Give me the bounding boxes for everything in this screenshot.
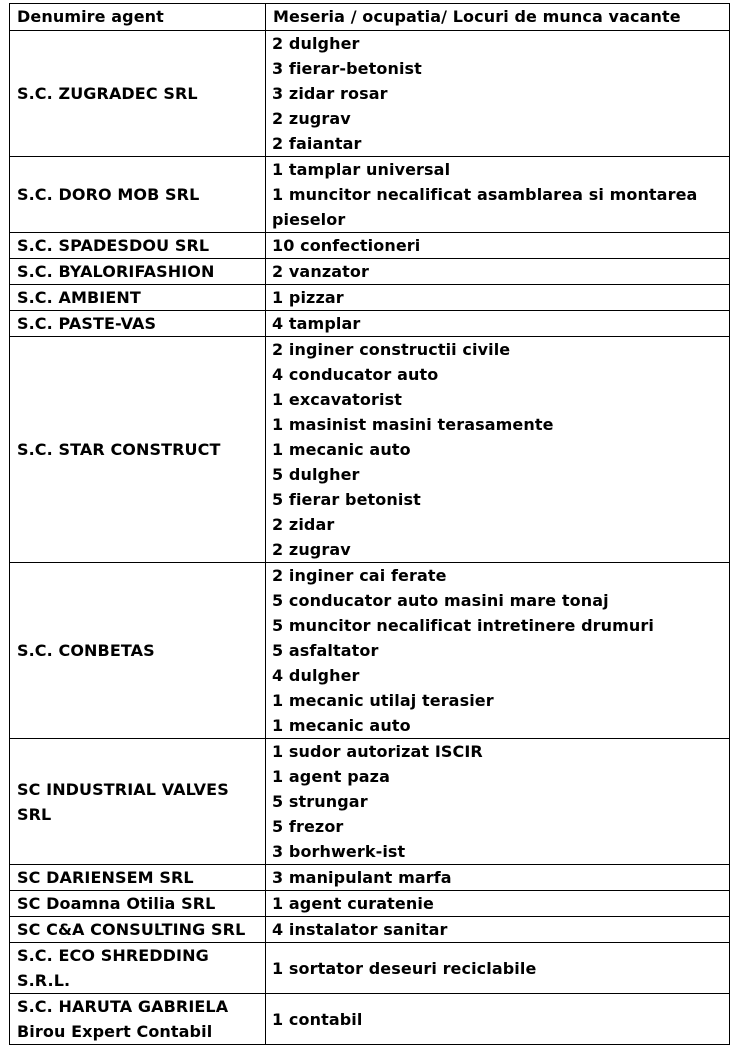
vacancies-cell xyxy=(266,994,730,1045)
table-header-row xyxy=(10,4,730,31)
vacancies-cell xyxy=(266,865,730,891)
table-row xyxy=(10,917,730,943)
table-row xyxy=(10,311,730,337)
vacancy-item: 4 conducator auto xyxy=(272,365,439,384)
vacancy-item: 5 conducator auto masini mare tonaj xyxy=(272,591,609,610)
table-row xyxy=(10,865,730,891)
agent-name-cell: S.C. DORO MOB SRL xyxy=(10,157,266,233)
vacancy-item: 1 sortator deseuri reciclabile xyxy=(272,958,537,978)
agent-name-cell: SC DARIENSEM SRL xyxy=(10,865,266,891)
agent-name-cell: S.C. STAR CONSTRUCT xyxy=(10,337,266,563)
agent-name-cell: SC C&A CONSULTING SRL xyxy=(10,917,266,943)
vacancies-cell xyxy=(266,917,730,943)
header-occupation-vacancies: Meseria / ocupatia/ Locuri de munca vacante xyxy=(266,4,730,31)
vacancies-cell xyxy=(266,259,730,285)
table-row xyxy=(10,994,730,1045)
table-row xyxy=(10,157,730,233)
vacancies-cell xyxy=(266,943,730,994)
agent-name-cell: S.C. AMBIENT xyxy=(10,285,266,311)
table-row xyxy=(10,891,730,917)
vacancy-item: 2 zugrav xyxy=(272,540,351,559)
agent-name-cell: S.C. PASTE-VAS xyxy=(10,311,266,337)
agent-name-cell: SC INDUSTRIAL VALVES SRL xyxy=(10,739,266,865)
vacancy-item: 1 mecanic auto xyxy=(272,440,411,459)
agent-name-cell: S.C. HARUTA GABRIELA Birou Expert Contabil xyxy=(10,994,266,1045)
table-row xyxy=(10,233,730,259)
vacancy-item: 10 confectioneri xyxy=(272,236,421,255)
vacancies-cell xyxy=(266,891,730,917)
vacancy-item: 5 muncitor necalificat intretinere drumuri xyxy=(272,616,654,635)
table-row xyxy=(10,259,730,285)
table-row xyxy=(10,285,730,311)
agent-name-cell: S.C. CONBETAS xyxy=(10,563,266,739)
vacancy-item: 5 asfaltator xyxy=(272,641,379,660)
vacancy-item: 3 manipulant marfa xyxy=(272,868,452,887)
job-vacancies-table xyxy=(9,3,730,1045)
vacancy-item: 2 zidar xyxy=(272,515,335,534)
agent-name-cell: SC Doamna Otilia SRL xyxy=(10,891,266,917)
vacancy-item: 2 inginer constructii civile xyxy=(272,340,511,359)
vacancy-item: 3 fierar-betonist xyxy=(272,59,422,78)
vacancies-cell xyxy=(266,311,730,337)
vacancy-item: 3 borhwerk-ist xyxy=(272,842,406,861)
vacancy-item: 4 instalator sanitar xyxy=(272,920,448,939)
vacancy-item: 2 dulgher xyxy=(272,34,360,53)
vacancy-item: 1 muncitor necalificat asamblarea si montarea pieselor xyxy=(272,185,698,229)
vacancy-item: 2 zugrav xyxy=(272,109,351,128)
vacancies-cell xyxy=(266,157,730,233)
vacancy-item: 1 contabil xyxy=(272,1009,363,1029)
agent-name-cell: S.C. ZUGRADEC SRL xyxy=(10,31,266,157)
vacancy-item: 1 mecanic auto xyxy=(272,716,411,735)
agent-name-cell: S.C. BYALORIFASHION xyxy=(10,259,266,285)
table-row xyxy=(10,563,730,739)
vacancy-item: 2 faiantar xyxy=(272,134,362,153)
vacancy-item: 3 zidar rosar xyxy=(272,84,388,103)
vacancies-cell xyxy=(266,337,730,563)
vacancy-item: 1 sudor autorizat ISCIR xyxy=(272,742,483,761)
vacancy-item: 1 agent curatenie xyxy=(272,894,434,913)
vacancy-item: 2 vanzator xyxy=(272,262,369,281)
vacancy-item: 5 strungar xyxy=(272,792,368,811)
vacancy-item: 4 tamplar xyxy=(272,314,361,333)
vacancies-cell xyxy=(266,285,730,311)
table-row xyxy=(10,739,730,865)
vacancy-item: 1 mecanic utilaj terasier xyxy=(272,691,494,710)
vacancy-item: 1 excavatorist xyxy=(272,390,402,409)
table-body xyxy=(10,31,730,1045)
vacancy-item: 5 dulgher xyxy=(272,465,360,484)
agent-name-cell: S.C. ECO SHREDDING S.R.L. xyxy=(10,943,266,994)
vacancy-item: 1 agent paza xyxy=(272,767,390,786)
table-row xyxy=(10,31,730,157)
vacancy-item: 5 fierar betonist xyxy=(272,490,421,509)
vacancies-cell xyxy=(266,739,730,865)
vacancies-cell xyxy=(266,563,730,739)
vacancy-item: 2 inginer cai ferate xyxy=(272,566,447,585)
vacancy-item: 1 tamplar universal xyxy=(272,160,451,179)
vacancy-item: 4 dulgher xyxy=(272,666,360,685)
table-row xyxy=(10,337,730,563)
agent-name-cell: S.C. SPADESDOU SRL xyxy=(10,233,266,259)
header-agent-name: Denumire agent xyxy=(10,4,266,31)
vacancies-cell xyxy=(266,31,730,157)
vacancies-cell xyxy=(266,233,730,259)
vacancy-item: 1 masinist masini terasamente xyxy=(272,415,554,434)
table-row xyxy=(10,943,730,994)
vacancy-item: 5 frezor xyxy=(272,817,344,836)
vacancy-item: 1 pizzar xyxy=(272,288,344,307)
